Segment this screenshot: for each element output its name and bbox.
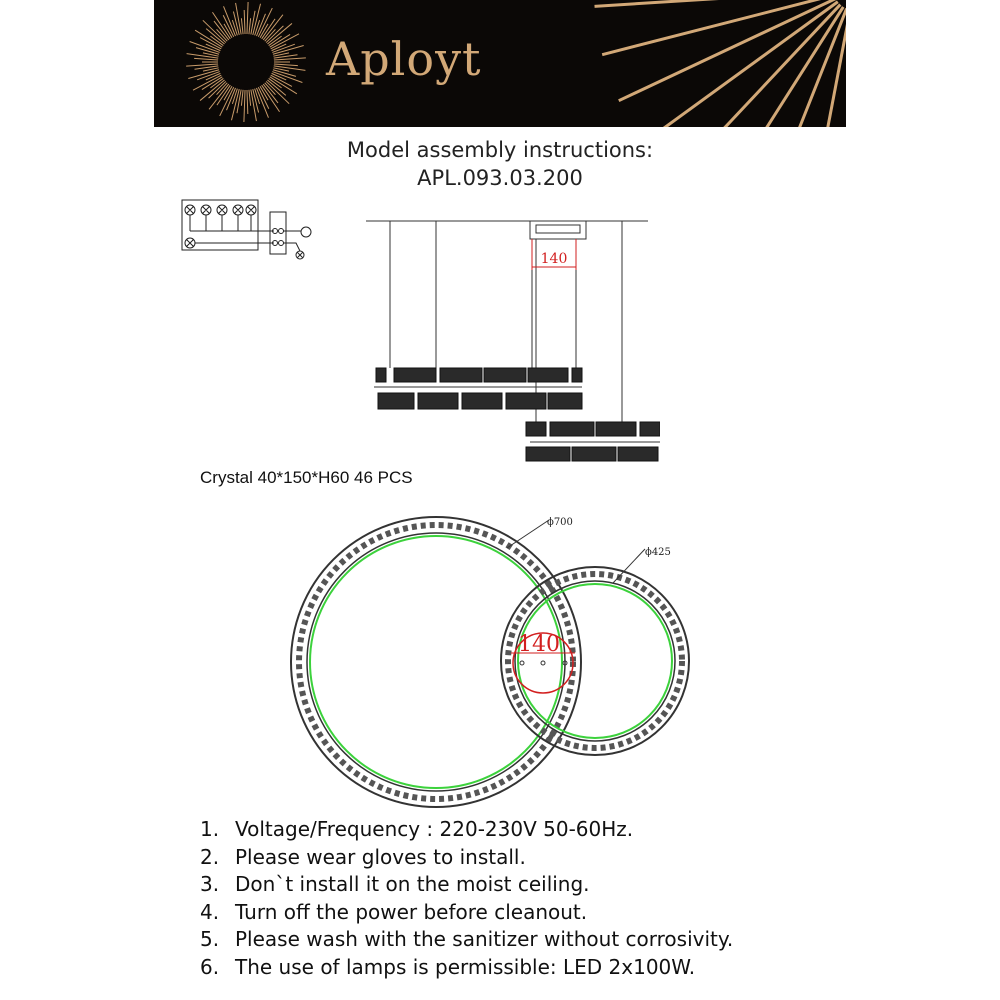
instruction-list xyxy=(200,816,733,981)
crystal-block xyxy=(376,368,386,382)
list-item: 3. Don`t install it on the moist ceiling. xyxy=(200,872,590,896)
crystal-block xyxy=(462,393,502,409)
crystal-block xyxy=(526,422,546,436)
crystal-block xyxy=(526,447,570,461)
wiring-diagram xyxy=(178,195,318,265)
canopy-dimension: 140 xyxy=(518,632,560,657)
crystal-block xyxy=(394,368,436,382)
list-item: 5. Please wash with the sanitizer without corrosivity. xyxy=(200,927,734,951)
crystal-block xyxy=(528,368,568,382)
crystal-block xyxy=(378,393,414,409)
crystal-block xyxy=(640,422,660,436)
list-item: 1. Voltage/Frequency : 220-230V 50-60Hz. xyxy=(200,817,634,841)
model-number: APL.093.03.200 xyxy=(417,166,583,190)
large-ring-diameter: ϕ700 xyxy=(547,517,573,528)
sun-logo-icon xyxy=(186,2,306,122)
list-item: 4. Turn off the power before cleanout. xyxy=(200,899,588,924)
crystal-block xyxy=(484,368,526,382)
brand-banner xyxy=(154,0,846,127)
crystal-block xyxy=(506,393,546,409)
crystal-block xyxy=(596,422,636,436)
large-ring xyxy=(291,517,581,807)
plan-view-drawing xyxy=(285,505,705,820)
small-ring xyxy=(501,567,689,755)
crystal-block xyxy=(440,368,482,382)
crystal-block xyxy=(572,368,582,382)
crystal-block xyxy=(418,393,458,409)
list-item: 6. The use of lamps is permissible: LED 2x100W. xyxy=(200,954,696,979)
small-ring-diameter: ϕ425 xyxy=(645,547,671,558)
brand-logo: Aployt xyxy=(326,32,482,86)
sunburst-decoration xyxy=(154,0,846,127)
page-title: Model assembly instructions: xyxy=(346,138,654,162)
elevation-drawing xyxy=(360,210,660,465)
crystal-block xyxy=(550,422,594,436)
small-ring-outline xyxy=(518,584,672,738)
crystal-block xyxy=(572,447,616,461)
list-item: 2. Please wear gloves to install. xyxy=(200,844,526,869)
crystal-rows xyxy=(376,368,660,461)
crystal-spec: Crystal 40*150*H60 46 PCS xyxy=(200,468,413,487)
sun-rays-decoration xyxy=(595,0,846,127)
crystal-block xyxy=(618,447,658,461)
height-dimension: 140 xyxy=(540,251,568,267)
crystal-block xyxy=(548,393,582,409)
